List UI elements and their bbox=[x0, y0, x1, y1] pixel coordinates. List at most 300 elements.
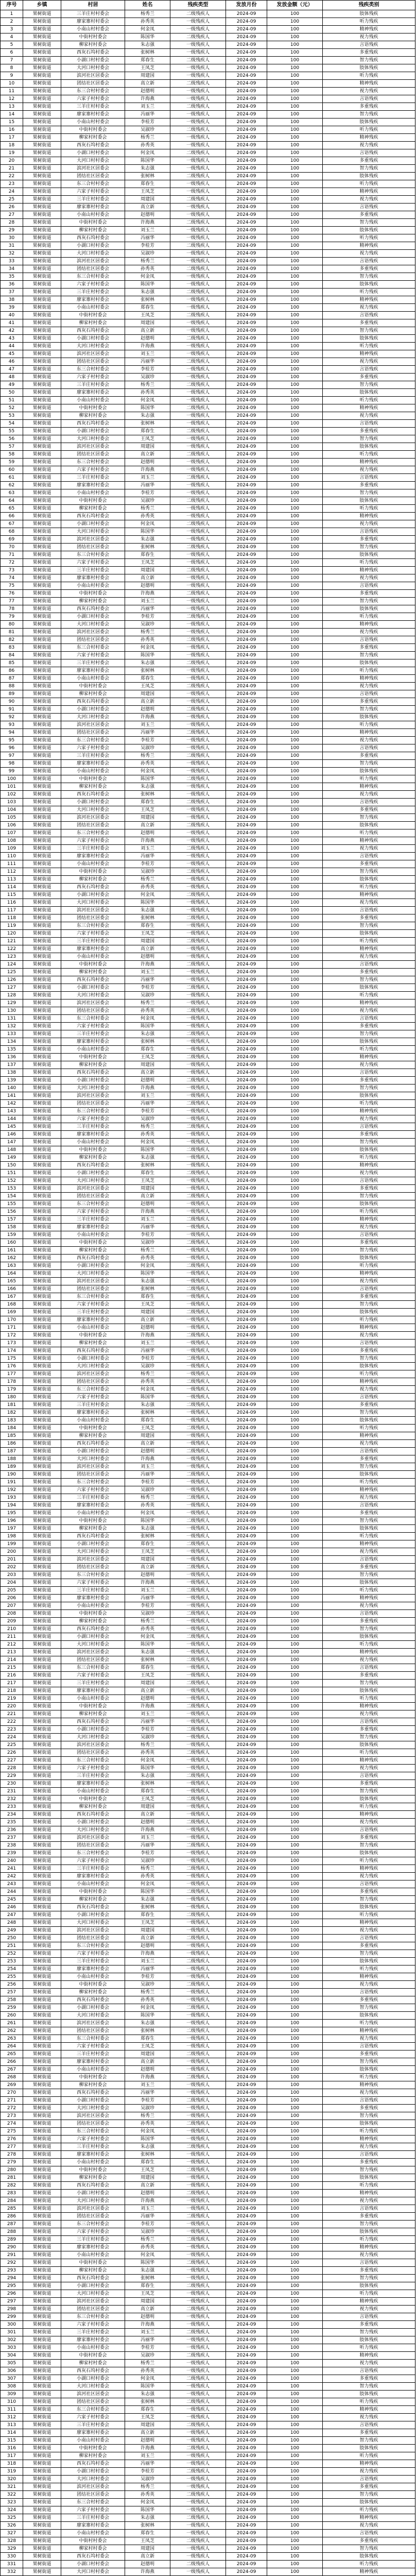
cell-village: 东三合村村委会 bbox=[61, 459, 125, 466]
cell-name: 张树林 bbox=[125, 1904, 170, 1911]
cell-town: 果树街道 bbox=[23, 41, 61, 49]
cell-month: 2024-09 bbox=[226, 1115, 267, 1123]
cell-amount: 100 bbox=[267, 544, 323, 551]
cell-town: 果树街道 bbox=[23, 907, 61, 914]
cell-town: 果树街道 bbox=[23, 1780, 61, 1788]
cell-category: 视力残疾 bbox=[323, 1602, 415, 1610]
table-row bbox=[1, 1494, 415, 1502]
cell-village: 廖家寨村村委会 bbox=[61, 1502, 125, 1510]
cell-no: 44 bbox=[1, 343, 23, 350]
cell-no: 91 bbox=[1, 706, 23, 714]
cell-category: 听力残疾 bbox=[323, 180, 415, 188]
cell-amount: 100 bbox=[267, 381, 323, 389]
cell-no: 160 bbox=[1, 1239, 23, 1247]
cell-name: 许海燕 bbox=[125, 1455, 170, 1463]
cell-category: 多重残疾 bbox=[323, 752, 415, 760]
cell-month: 2024-09 bbox=[226, 1185, 267, 1193]
cell-type: 二级残疾人 bbox=[170, 752, 226, 760]
cell-name: 许海燕 bbox=[125, 343, 170, 350]
cell-month: 2024-09 bbox=[226, 265, 267, 273]
cell-village: 中街村村委会 bbox=[61, 404, 125, 412]
cell-amount: 100 bbox=[267, 644, 323, 652]
cell-month: 2024-09 bbox=[226, 1332, 267, 1340]
cell-type: 一级残疾人 bbox=[170, 1231, 226, 1239]
cell-category: 肢体残疾 bbox=[323, 714, 415, 721]
cell-village: 滨河社区居委会 bbox=[61, 2205, 125, 2213]
cell-category: 视力残疾 bbox=[323, 2306, 415, 2313]
table-row bbox=[1, 2166, 415, 2174]
cell-name: 赵德明 bbox=[125, 2066, 170, 2074]
cell-town: 果树街道 bbox=[23, 714, 61, 721]
cell-town: 果树街道 bbox=[23, 1108, 61, 1115]
cell-no: 295 bbox=[1, 2282, 23, 2290]
cell-type: 二级残疾人 bbox=[170, 2143, 226, 2151]
cell-month: 2024-09 bbox=[226, 2058, 267, 2066]
cell-type: 一级残疾人 bbox=[170, 992, 226, 999]
cell-no: 219 bbox=[1, 1695, 23, 1703]
cell-name: 何金凤 bbox=[125, 1386, 170, 1394]
cell-month: 2024-09 bbox=[226, 899, 267, 907]
table-row bbox=[1, 1301, 415, 1309]
cell-type: 二级残疾人 bbox=[170, 219, 226, 227]
cell-category: 视力残疾 bbox=[323, 1927, 415, 1935]
cell-town: 果树街道 bbox=[23, 366, 61, 374]
cell-name: 王凤芝 bbox=[125, 2414, 170, 2421]
cell-type: 一级残疾人 bbox=[170, 165, 226, 173]
cell-month: 2024-09 bbox=[226, 1795, 267, 1803]
cell-type: 二级残疾人 bbox=[170, 312, 226, 319]
cell-type: 一级残疾人 bbox=[170, 1788, 226, 1795]
cell-town: 果树街道 bbox=[23, 1100, 61, 1108]
cell-village: 小南山村村委会 bbox=[61, 860, 125, 868]
cell-month: 2024-09 bbox=[226, 289, 267, 296]
cell-type: 一级残疾人 bbox=[170, 2406, 226, 2414]
header-month: 发放月份 bbox=[226, 1, 267, 10]
cell-type: 二级残疾人 bbox=[170, 1007, 226, 1015]
cell-category: 视力残疾 bbox=[323, 1765, 415, 1772]
table-row bbox=[1, 1007, 415, 1015]
cell-no: 313 bbox=[1, 2421, 23, 2429]
cell-name: 周建国 bbox=[125, 1185, 170, 1193]
cell-type: 一级残疾人 bbox=[170, 1177, 226, 1185]
cell-type: 二级残疾人 bbox=[170, 1749, 226, 1757]
cell-category: 言语残疾 bbox=[323, 1285, 415, 1293]
cell-no: 11 bbox=[1, 88, 23, 95]
cell-amount: 100 bbox=[267, 489, 323, 497]
cell-village: 廖家寨村村委会 bbox=[61, 1780, 125, 1788]
cell-town: 果树街道 bbox=[23, 1965, 61, 1973]
cell-month: 2024-09 bbox=[226, 1262, 267, 1270]
cell-type: 一级残疾人 bbox=[170, 652, 226, 659]
cell-village: 中街村村委会 bbox=[61, 1517, 125, 1525]
cell-type: 一级残疾人 bbox=[170, 876, 226, 884]
cell-village: 东三合村村委会 bbox=[61, 1200, 125, 1208]
cell-month: 2024-09 bbox=[226, 304, 267, 312]
cell-town: 果树街道 bbox=[23, 219, 61, 227]
table-row bbox=[1, 10, 415, 18]
cell-no: 53 bbox=[1, 412, 23, 420]
cell-town: 果树街道 bbox=[23, 435, 61, 443]
cell-type: 一级残疾人 bbox=[170, 1780, 226, 1788]
cell-no: 152 bbox=[1, 1177, 23, 1185]
cell-type: 二级残疾人 bbox=[170, 2537, 226, 2545]
cell-amount: 100 bbox=[267, 157, 323, 165]
cell-town: 果树街道 bbox=[23, 1448, 61, 1455]
cell-no: 159 bbox=[1, 1231, 23, 1239]
table-row bbox=[1, 1239, 415, 1247]
cell-no: 329 bbox=[1, 2545, 23, 2553]
cell-village: 六家子村村委会 bbox=[61, 1301, 125, 1309]
cell-type: 二级残疾人 bbox=[170, 544, 226, 551]
cell-name: 朱志强 bbox=[125, 907, 170, 914]
cell-type: 二级残疾人 bbox=[170, 1865, 226, 1873]
cell-amount: 100 bbox=[267, 1092, 323, 1100]
cell-name: 许海燕 bbox=[125, 961, 170, 969]
cell-month: 2024-09 bbox=[226, 366, 267, 374]
cell-town: 果树街道 bbox=[23, 1989, 61, 1996]
cell-village: 中街村村委会 bbox=[61, 1332, 125, 1340]
table-row bbox=[1, 999, 415, 1007]
cell-type: 二级残疾人 bbox=[170, 1703, 226, 1710]
cell-amount: 100 bbox=[267, 281, 323, 289]
cell-name: 朱志强 bbox=[125, 1030, 170, 1038]
cell-category: 精神残疾 bbox=[323, 1162, 415, 1170]
cell-amount: 100 bbox=[267, 884, 323, 891]
cell-amount: 100 bbox=[267, 2251, 323, 2259]
cell-category: 多重残疾 bbox=[323, 698, 415, 706]
cell-type: 一级残疾人 bbox=[170, 2228, 226, 2236]
cell-no: 225 bbox=[1, 1741, 23, 1749]
cell-no: 240 bbox=[1, 1857, 23, 1865]
table-row bbox=[1, 173, 415, 180]
cell-category: 肢体残疾 bbox=[323, 227, 415, 234]
cell-town: 果树街道 bbox=[23, 574, 61, 582]
cell-no: 59 bbox=[1, 459, 23, 466]
cell-town: 果树街道 bbox=[23, 744, 61, 752]
cell-category: 肢体残疾 bbox=[323, 1579, 415, 1587]
cell-type: 一级残疾人 bbox=[170, 258, 226, 265]
cell-village: 滨河社区居委会 bbox=[61, 1741, 125, 1749]
cell-amount: 100 bbox=[267, 250, 323, 258]
cell-amount: 100 bbox=[267, 374, 323, 381]
table-row bbox=[1, 590, 415, 598]
table-row bbox=[1, 18, 415, 26]
table-row bbox=[1, 265, 415, 273]
cell-type: 一级残疾人 bbox=[170, 2530, 226, 2537]
cell-no: 34 bbox=[1, 265, 23, 273]
cell-month: 2024-09 bbox=[226, 1123, 267, 1131]
cell-no: 198 bbox=[1, 1533, 23, 1540]
cell-village: 大河口村村委会 bbox=[61, 1363, 125, 1370]
cell-month: 2024-09 bbox=[226, 621, 267, 629]
cell-amount: 100 bbox=[267, 242, 323, 250]
cell-type: 二级残疾人 bbox=[170, 173, 226, 180]
cell-amount: 100 bbox=[267, 822, 323, 829]
table-row bbox=[1, 327, 415, 335]
cell-month: 2024-09 bbox=[226, 142, 267, 149]
cell-category: 智力残疾 bbox=[323, 544, 415, 551]
cell-month: 2024-09 bbox=[226, 1278, 267, 1285]
cell-amount: 100 bbox=[267, 273, 323, 281]
cell-name: 杨秀兰 bbox=[125, 1247, 170, 1255]
cell-category: 言语残疾 bbox=[323, 907, 415, 914]
cell-no: 27 bbox=[1, 211, 23, 219]
cell-amount: 100 bbox=[267, 1633, 323, 1641]
cell-amount: 100 bbox=[267, 1602, 323, 1610]
table-row bbox=[1, 319, 415, 327]
table-row bbox=[1, 1193, 415, 1200]
cell-name: 杨秀兰 bbox=[125, 999, 170, 1007]
cell-name: 陈国华 bbox=[125, 1641, 170, 1649]
cell-month: 2024-09 bbox=[226, 2066, 267, 2074]
table-row bbox=[1, 350, 415, 358]
cell-village: 滨河社区居委会 bbox=[61, 1927, 125, 1935]
cell-category: 言语残疾 bbox=[323, 1069, 415, 1077]
cell-amount: 100 bbox=[267, 799, 323, 806]
cell-town: 果树街道 bbox=[23, 1208, 61, 1216]
table-row bbox=[1, 1347, 415, 1355]
cell-name: 冯丽华 bbox=[125, 2336, 170, 2344]
cell-month: 2024-09 bbox=[226, 737, 267, 744]
cell-month: 2024-09 bbox=[226, 1046, 267, 1054]
cell-name: 许海燕 bbox=[125, 837, 170, 845]
cell-name: 杨秀兰 bbox=[125, 2483, 170, 2491]
cell-type: 一级残疾人 bbox=[170, 2483, 226, 2491]
cell-month: 2024-09 bbox=[226, 2120, 267, 2128]
cell-town: 果树街道 bbox=[23, 1765, 61, 1772]
cell-village: 六家子村村委会 bbox=[61, 466, 125, 474]
table-row bbox=[1, 1486, 415, 1494]
cell-type: 一级残疾人 bbox=[170, 2275, 226, 2282]
cell-amount: 100 bbox=[267, 2228, 323, 2236]
cell-category: 多重残疾 bbox=[323, 1023, 415, 1030]
table-row bbox=[1, 1958, 415, 1965]
cell-village: 柳家村村委会 bbox=[61, 1803, 125, 1811]
table-row bbox=[1, 2259, 415, 2267]
cell-village: 滨河社区居委会 bbox=[61, 1092, 125, 1100]
cell-name: 许海燕 bbox=[125, 2568, 170, 2576]
cell-no: 94 bbox=[1, 729, 23, 737]
cell-name: 王凤芝 bbox=[125, 2043, 170, 2050]
cell-name: 冯丽华 bbox=[125, 1224, 170, 1231]
cell-town: 果树街道 bbox=[23, 2383, 61, 2391]
table-row bbox=[1, 961, 415, 969]
cell-village: 大河口村村委会 bbox=[61, 621, 125, 629]
table-row bbox=[1, 714, 415, 721]
table-row bbox=[1, 1471, 415, 1479]
table-row bbox=[1, 559, 415, 567]
cell-amount: 100 bbox=[267, 1850, 323, 1857]
cell-name: 吴淑珍 bbox=[125, 497, 170, 505]
cell-no: 126 bbox=[1, 976, 23, 984]
cell-month: 2024-09 bbox=[226, 721, 267, 729]
cell-month: 2024-09 bbox=[226, 1533, 267, 1540]
cell-category: 言语残疾 bbox=[323, 799, 415, 806]
cell-name: 陈国华 bbox=[125, 1394, 170, 1401]
cell-village: 三羊庄村村委会 bbox=[61, 659, 125, 667]
cell-no: 304 bbox=[1, 2352, 23, 2360]
cell-type: 一级残疾人 bbox=[170, 2391, 226, 2398]
cell-no: 266 bbox=[1, 2058, 23, 2066]
cell-amount: 100 bbox=[267, 760, 323, 768]
cell-category: 听力残疾 bbox=[323, 2452, 415, 2460]
table-row bbox=[1, 598, 415, 605]
cell-name: 吴淑珍 bbox=[125, 868, 170, 876]
cell-amount: 100 bbox=[267, 95, 323, 103]
cell-type: 一级残疾人 bbox=[170, 667, 226, 675]
cell-amount: 100 bbox=[267, 312, 323, 319]
cell-village: 中街村村委会 bbox=[61, 1425, 125, 1432]
cell-town: 果树街道 bbox=[23, 1703, 61, 1710]
cell-category: 听力残疾 bbox=[323, 1749, 415, 1757]
cell-type: 二级残疾人 bbox=[170, 775, 226, 783]
cell-amount: 100 bbox=[267, 2197, 323, 2205]
cell-no: 170 bbox=[1, 1316, 23, 1324]
cell-no: 321 bbox=[1, 2483, 23, 2491]
cell-no: 73 bbox=[1, 567, 23, 574]
cell-type: 一级残疾人 bbox=[170, 2452, 226, 2460]
cell-village: 东三合村村委会 bbox=[61, 2313, 125, 2321]
cell-month: 2024-09 bbox=[226, 489, 267, 497]
cell-no: 49 bbox=[1, 381, 23, 389]
cell-name: 何金凤 bbox=[125, 273, 170, 281]
cell-category: 多重残疾 bbox=[323, 157, 415, 165]
cell-category: 肢体残疾 bbox=[323, 64, 415, 72]
cell-amount: 100 bbox=[267, 126, 323, 134]
cell-village: 六家子村村委会 bbox=[61, 744, 125, 752]
cell-name: 吴淑珍 bbox=[125, 992, 170, 999]
cell-category: 多重残疾 bbox=[323, 1185, 415, 1193]
table-row bbox=[1, 2182, 415, 2190]
cell-amount: 100 bbox=[267, 1579, 323, 1587]
cell-category: 肢体残疾 bbox=[323, 659, 415, 667]
cell-amount: 100 bbox=[267, 1819, 323, 1826]
table-row bbox=[1, 1255, 415, 1262]
cell-amount: 100 bbox=[267, 1255, 323, 1262]
cell-amount: 100 bbox=[267, 1347, 323, 1355]
cell-type: 一级残疾人 bbox=[170, 319, 226, 327]
cell-type: 一级残疾人 bbox=[170, 698, 226, 706]
cell-month: 2024-09 bbox=[226, 1131, 267, 1139]
cell-no: 311 bbox=[1, 2406, 23, 2414]
cell-village: 滨河社区居委会 bbox=[61, 258, 125, 265]
table-row bbox=[1, 536, 415, 544]
cell-no: 5 bbox=[1, 41, 23, 49]
cell-name: 刘玉兰 bbox=[125, 2329, 170, 2336]
cell-no: 92 bbox=[1, 714, 23, 721]
cell-month: 2024-09 bbox=[226, 57, 267, 64]
cell-category: 视力残疾 bbox=[323, 142, 415, 149]
cell-town: 果树街道 bbox=[23, 95, 61, 103]
cell-month: 2024-09 bbox=[226, 111, 267, 118]
cell-name: 赵德明 bbox=[125, 582, 170, 590]
cell-town: 果树街道 bbox=[23, 1718, 61, 1726]
cell-no: 187 bbox=[1, 1448, 23, 1455]
cell-no: 114 bbox=[1, 884, 23, 891]
cell-amount: 100 bbox=[267, 2259, 323, 2267]
cell-category: 肢体残疾 bbox=[323, 2228, 415, 2236]
cell-type: 二级残疾人 bbox=[170, 2027, 226, 2035]
cell-no: 203 bbox=[1, 1571, 23, 1579]
cell-no: 57 bbox=[1, 443, 23, 451]
cell-name: 周建国 bbox=[125, 2174, 170, 2182]
cell-amount: 100 bbox=[267, 2275, 323, 2282]
cell-no: 161 bbox=[1, 1247, 23, 1255]
cell-amount: 100 bbox=[267, 1772, 323, 1780]
cell-village: 西灰石坞村委会 bbox=[61, 420, 125, 428]
cell-no: 117 bbox=[1, 907, 23, 914]
cell-village: 廖家寨村村委会 bbox=[61, 2429, 125, 2437]
cell-no: 148 bbox=[1, 1146, 23, 1154]
cell-name: 朱志强 bbox=[125, 1525, 170, 1533]
cell-town: 果树街道 bbox=[23, 1749, 61, 1757]
cell-town: 果树街道 bbox=[23, 1494, 61, 1502]
cell-name: 赵德明 bbox=[125, 2190, 170, 2197]
cell-category: 多重残疾 bbox=[323, 914, 415, 922]
cell-amount: 100 bbox=[267, 1378, 323, 1386]
cell-category: 听力残疾 bbox=[323, 343, 415, 350]
cell-village: 小南山村村委会 bbox=[61, 2530, 125, 2537]
cell-town: 果树街道 bbox=[23, 2445, 61, 2452]
cell-village: 小南山村村委会 bbox=[61, 1417, 125, 1425]
cell-village: 中街村村委会 bbox=[61, 2074, 125, 2081]
table-row bbox=[1, 1146, 415, 1154]
cell-name: 赵德明 bbox=[125, 2561, 170, 2568]
cell-village: 中街村村委会 bbox=[61, 219, 125, 227]
cell-village: 小湖口村村委会 bbox=[61, 335, 125, 343]
cell-name: 郑春生 bbox=[125, 57, 170, 64]
cell-name: 陈国华 bbox=[125, 1765, 170, 1772]
cell-category: 视力残疾 bbox=[323, 953, 415, 961]
cell-type: 一级残疾人 bbox=[170, 2476, 226, 2483]
cell-no: 322 bbox=[1, 2491, 23, 2499]
cell-no: 274 bbox=[1, 2120, 23, 2128]
cell-village: 团结社区居委会 bbox=[61, 822, 125, 829]
cell-category: 言语残疾 bbox=[323, 258, 415, 265]
cell-type: 一级残疾人 bbox=[170, 1270, 226, 1278]
cell-amount: 100 bbox=[267, 1494, 323, 1502]
cell-town: 果树街道 bbox=[23, 80, 61, 88]
cell-type: 一级残疾人 bbox=[170, 2506, 226, 2514]
cell-no: 320 bbox=[1, 2476, 23, 2483]
cell-no: 88 bbox=[1, 683, 23, 690]
cell-category: 精神残疾 bbox=[323, 2136, 415, 2143]
cell-village: 三羊庄村村委会 bbox=[61, 10, 125, 18]
cell-month: 2024-09 bbox=[226, 443, 267, 451]
cell-no: 30 bbox=[1, 234, 23, 242]
cell-month: 2024-09 bbox=[226, 397, 267, 404]
cell-category: 肢体残疾 bbox=[323, 2499, 415, 2506]
cell-type: 二级残疾人 bbox=[170, 451, 226, 459]
cell-no: 125 bbox=[1, 969, 23, 976]
cell-village: 廖家寨村村委会 bbox=[61, 296, 125, 304]
cell-no: 255 bbox=[1, 1973, 23, 1981]
cell-village: 柳家村村委会 bbox=[61, 690, 125, 698]
cell-village: 小湖口村村委会 bbox=[61, 984, 125, 992]
cell-amount: 100 bbox=[267, 466, 323, 474]
table-row bbox=[1, 404, 415, 412]
cell-amount: 100 bbox=[267, 1757, 323, 1765]
cell-type: 一级残疾人 bbox=[170, 1965, 226, 1973]
cell-month: 2024-09 bbox=[226, 814, 267, 822]
cell-name: 李桂芳 bbox=[125, 242, 170, 250]
cell-village: 团结社区居委会 bbox=[61, 2120, 125, 2128]
cell-town: 果树街道 bbox=[23, 1007, 61, 1015]
cell-amount: 100 bbox=[267, 922, 323, 930]
cell-type: 一级残疾人 bbox=[170, 64, 226, 72]
cell-type: 一级残疾人 bbox=[170, 2205, 226, 2213]
cell-name: 李桂芳 bbox=[125, 1850, 170, 1857]
